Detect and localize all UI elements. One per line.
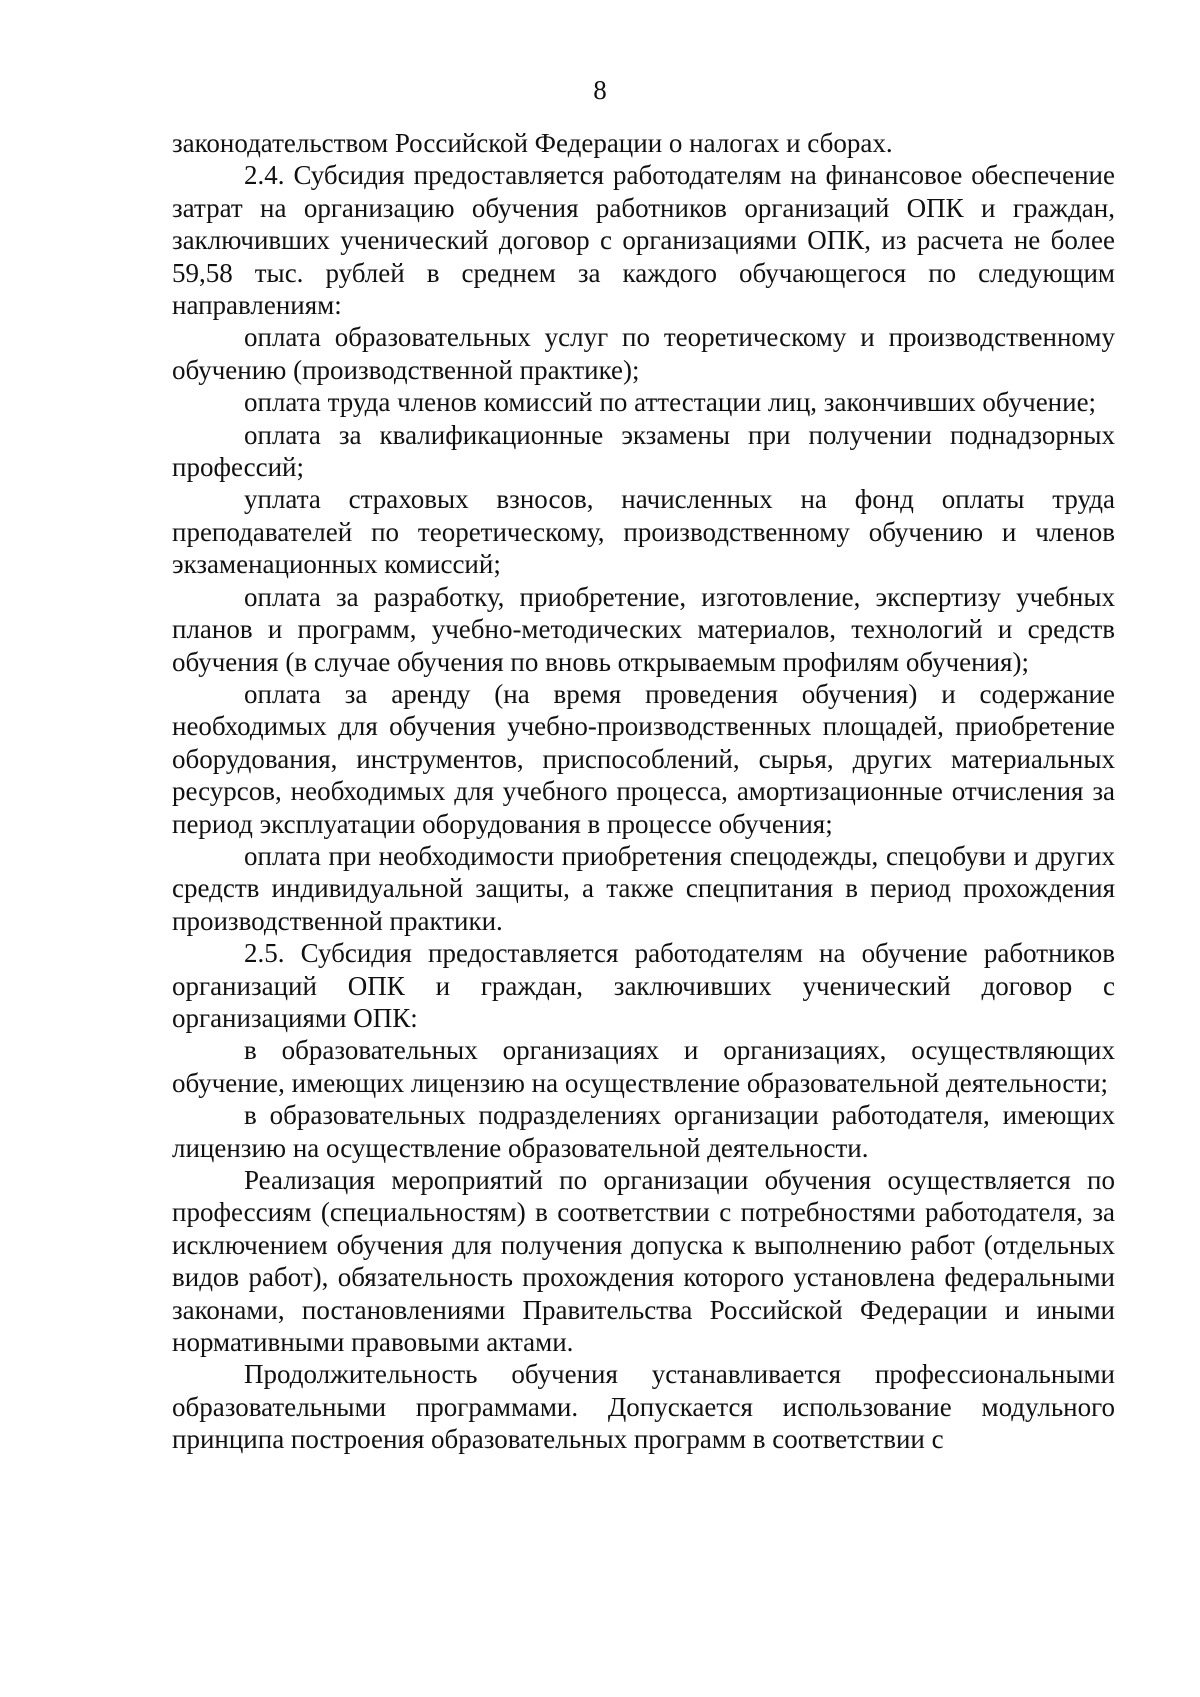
page-number: 8: [593, 75, 607, 105]
list-item-curriculum-development: оплата за разработку, приобретение, изготовление, экспертизу учебных планов и программ, учебно-методических материалов, технологий и средств обучения (в случае обучения по вновь открываемым профилям обучения);: [172, 581, 1115, 677]
paragraph-clause-2-4: 2.4. Субсидия предоставляется работодателям на финансовое обеспечение затрат на организацию обучения работников организаций ОПК и граждан, заключивших ученический договор с организациями ОПК, из расчета не более 59,58 тыс. рублей в среднем за каждого обучающегося по следующим направлениям:: [172, 160, 1115, 321]
paragraph-clause-2-5: 2.5. Субсидия предоставляется работодателям на обучение работников организаций ОПК и граждан, заключивших ученический договор с организациями ОПК:: [172, 938, 1115, 1033]
list-item-qualification-exams: оплата за квалификационные экзамены при получении поднадзорных профессий;: [172, 419, 1115, 483]
document-body: [172, 127, 1115, 1456]
list-item-rent-and-equipment: оплата за аренду (на время проведения обучения) и содержание необходимых для обучения учебно-производственных площадей, приобретение оборудования, инструментов, приспособлений, сырья, других материальных ресурсов, необходимых для учебного процесса, амортизационные отчисления за период эксплуатации оборудования в процессе обучения;: [172, 678, 1115, 839]
list-item-employer-subdivisions: в образовательных подразделениях организации работодателя, имеющих лицензию на осуществление образовательной деятельности.: [172, 1100, 1115, 1163]
list-item-insurance-contributions: уплата страховых взносов, начисленных на фонд оплаты труда преподавателей по теоретическому, производственному обучению и членов экзаменационных комиссий;: [172, 484, 1115, 580]
paragraph-implementation: Реализация мероприятий по организации обучения осуществляется по профессиям (специальностям) в соответствии с потребностями работодателя, за исключением обучения для получения допуска к выполнению работ (отдельных видов работ), обязательность прохождения которого установлена федеральными законами, постановлениями Правительства Российской Федерации и иными нормативными правовыми актами.: [172, 1165, 1115, 1358]
paragraph-duration: Продолжительность обучения устанавливается профессиональными образовательными программами. Допускается использование модульного принципа построения образовательных программ в соответствии с: [172, 1359, 1115, 1455]
list-item-educational-organizations: в образовательных организациях и организациях, осуществляющих обучение, имеющих лицензию на осуществление образовательной деятельности;: [172, 1035, 1115, 1098]
paragraph-continuation: законодательством Российской Федерации о налогах и сборах.: [172, 128, 893, 158]
list-item-protective-clothing: оплата при необходимости приобретения спецодежды, спецобуви и других средств индивидуальной защиты, а также спецпитания в период прохождения производственной практики.: [172, 840, 1115, 936]
list-item-commission-pay: оплата труда членов комиссий по аттестации лиц, закончивших обучение;: [244, 387, 1097, 418]
list-item-education-services: оплата образовательных услуг по теоретическому и производственному обучению (производственной практике);: [172, 322, 1115, 385]
